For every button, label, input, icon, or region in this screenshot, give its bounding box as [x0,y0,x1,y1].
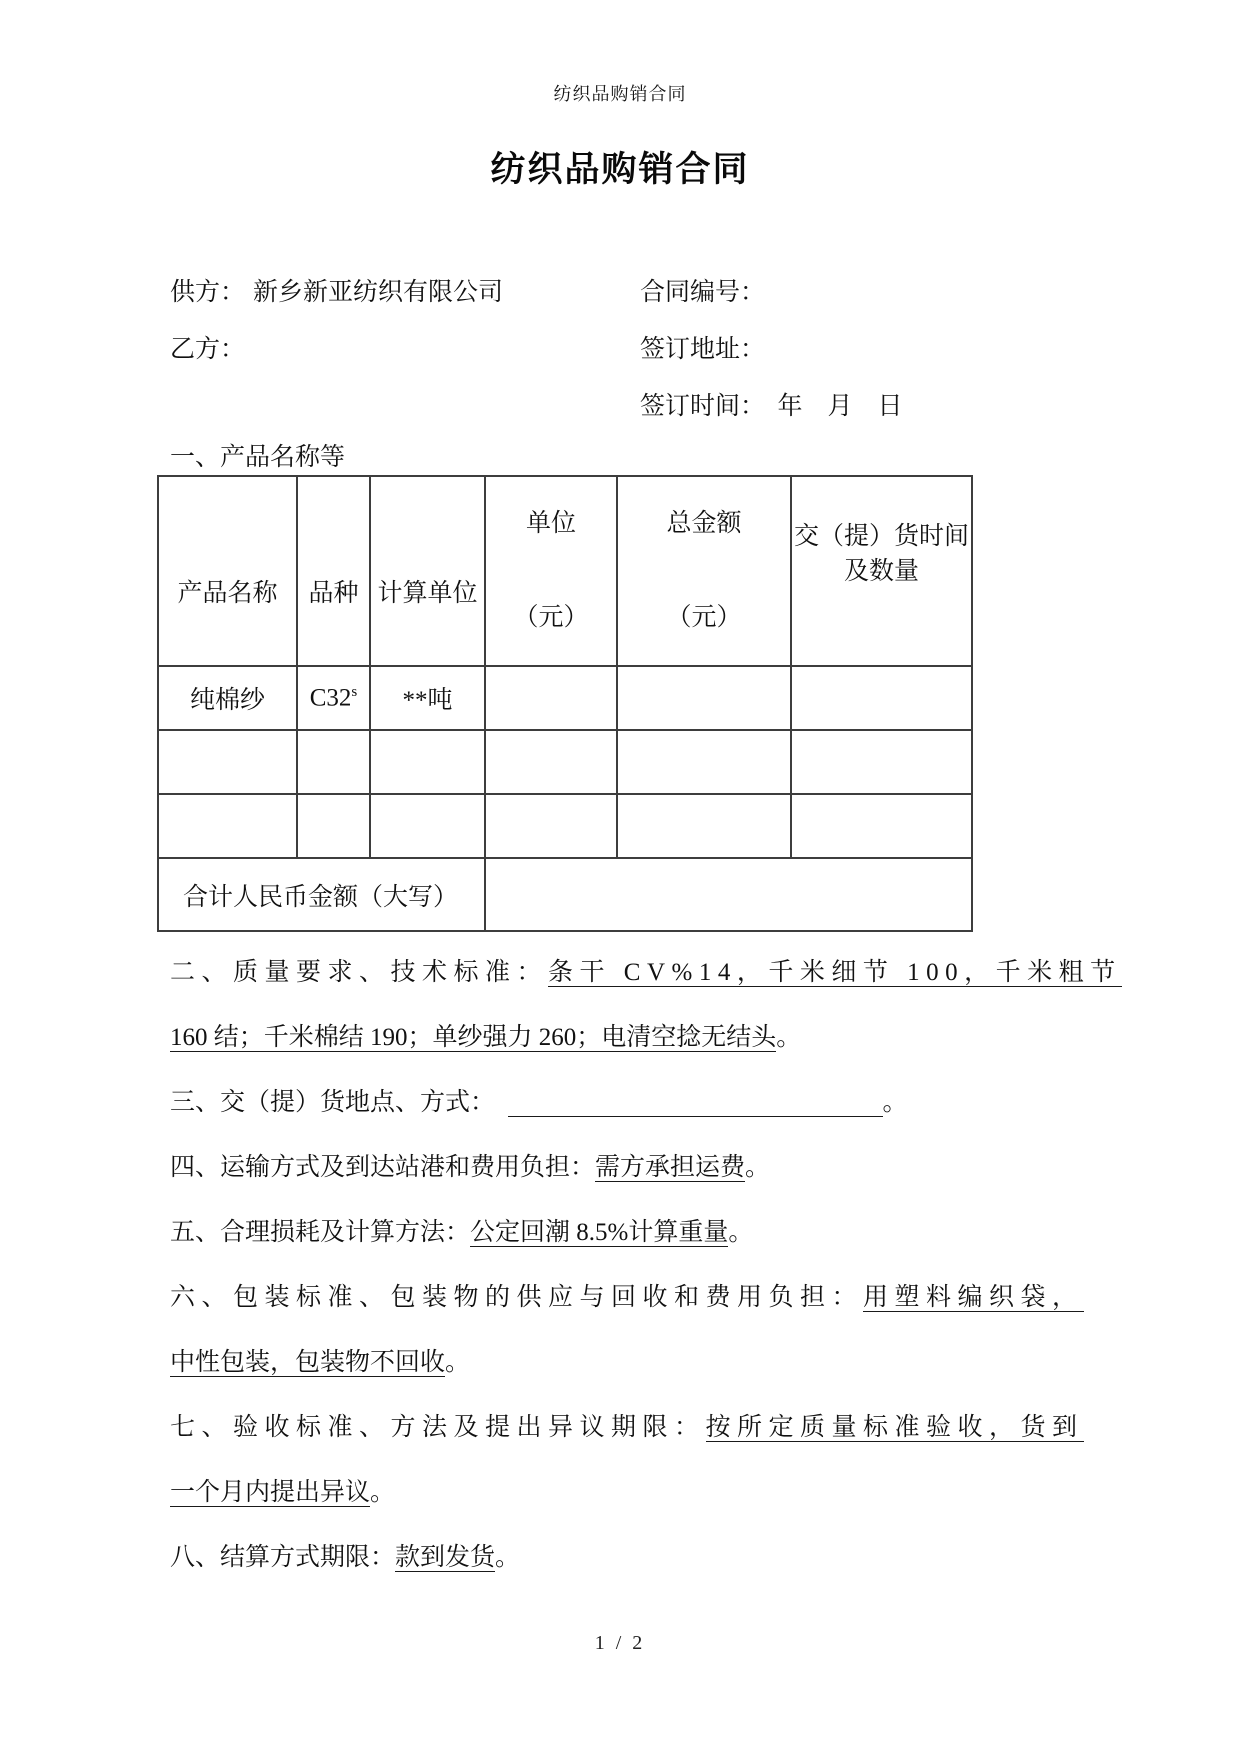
clause-label: 三、交（提）货地点、方式： [170,1089,508,1116]
info-right-column [640,264,903,435]
cell-unit-price [485,730,617,794]
table-row [158,666,972,730]
running-header: 纺织品购销合同 [553,84,687,104]
clause-loss-calculation: 五、合理损耗及计算方法：公定回潮 8.5%计算重量。 [170,1219,754,1246]
table-header-row [158,476,972,666]
col-header-product-name: 产品名称 [158,476,297,666]
cell-delivery [791,794,972,858]
contract-no-label: 合同编号： [640,279,766,306]
clause-label: 二、质量要求、技术标准： [170,959,549,986]
cell-unit-of-measure [370,730,485,794]
cell-total-amount [617,666,791,730]
sign-address-row [640,321,903,378]
clauses-block [170,940,1122,1590]
cell-total-amount [617,730,791,794]
sign-address-label: 签订地址： [640,336,766,363]
sign-time-row [640,378,903,435]
info-left-column [170,264,640,435]
clause-filled-text: 款到发货 [395,1544,496,1571]
variety-superscript: s [351,683,358,700]
blank-underline [508,1089,883,1117]
clause-inspection-line2: 一个月内提出异议。 [170,1479,396,1506]
contract-no-row [640,264,903,321]
clause-filled-text: 160 结；千米棉结 190；单纱强力 260；电清空捻无结头 [170,1024,777,1051]
variety-base: C32 [309,684,352,712]
total-amount-in-words-value [485,858,972,931]
total-amount-in-words-label: 合计人民币金额（大写） [158,858,485,931]
party-b-label: 乙方： [170,336,246,363]
table-row [158,730,972,794]
cell-unit-price [485,794,617,858]
clause-filled-text: 中性包装，包装物不回收 [170,1349,446,1376]
table-total-row [158,858,972,931]
clause-filled-text: 一个月内提出异议 [170,1479,371,1506]
clause-quality-line1 [170,940,1122,1005]
page-number: 1 / 2 [594,1632,646,1654]
document-title: 纺织品购销合同 [490,150,750,189]
clause-label: 六、包装标准、包装物的供应与回收和费用负担： [170,1284,864,1311]
cell-product-name: 纯棉纱 [158,666,297,730]
clause-packaging-line1 [170,1265,1090,1330]
clause-filled-text: 条干 CV%14，千米细节 100，千米粗节 [548,959,1122,986]
party-b-row [170,321,640,378]
col-header-variety: 品种 [297,476,370,666]
cell-product-name [158,794,297,858]
sign-time-label: 签订时间： [640,393,753,420]
cell-unit-of-measure [370,794,485,858]
clause-filled-text: 按所定质量标准验收，货到 [705,1414,1084,1441]
cell-delivery [791,730,972,794]
clause-transport: 四、运输方式及到达站港和费用负担：需方承担运费。 [170,1154,771,1181]
cell-variety [297,794,370,858]
col-header-delivery-time-quantity: 交（提）货时间 及数量 [791,476,972,666]
clause-label: 七、验收标准、方法及提出异议期限： [170,1414,706,1441]
clause-label: 八、结算方式期限： [170,1544,396,1571]
cell-product-name [158,730,297,794]
cell-delivery [791,666,972,730]
clause-label: 五、合理损耗及计算方法： [170,1219,471,1246]
product-table [157,475,973,932]
clause-delivery-place: 三、交（提）货地点、方式： 。 [170,1089,908,1116]
clause-filled-text: 需方承担运费 [595,1154,746,1181]
sign-time-value: 年 月 日 [752,393,903,420]
cell-variety [297,730,370,794]
clause-filled-text: 公定回潮 8.5%计算重量 [470,1219,729,1246]
supplier-label: 供方： [170,279,246,306]
clause-quality-line2: 160 结；千米棉结 190；单纱强力 260；电清空捻无结头。 [170,1024,802,1051]
info-spacer-row [170,378,640,435]
cell-unit-price [485,666,617,730]
cell-total-amount [617,794,791,858]
clause-packaging-line2: 中性包装，包装物不回收。 [170,1349,471,1376]
cell-unit-of-measure: **吨 [370,666,485,730]
info-block [170,264,1240,435]
clause-settlement: 八、结算方式期限：款到发货。 [170,1544,521,1571]
col-header-unit-of-measure: 计算单位 [370,476,485,666]
cell-variety [297,666,370,730]
clause-inspection-line1 [170,1395,1090,1460]
supplier-row [170,264,640,321]
table-row [158,794,972,858]
clause-filled-text: 用塑料编织袋， [863,1284,1084,1311]
col-header-unit-price: 单位 （元） [485,476,617,666]
col-header-total-amount: 总金额 （元） [617,476,791,666]
supplier-value: 新乡新亚纺织有限公司 [253,279,504,306]
clause-label: 四、运输方式及到达站港和费用负担： [170,1154,596,1181]
section-one-heading: 一、产品名称等 [170,444,346,471]
